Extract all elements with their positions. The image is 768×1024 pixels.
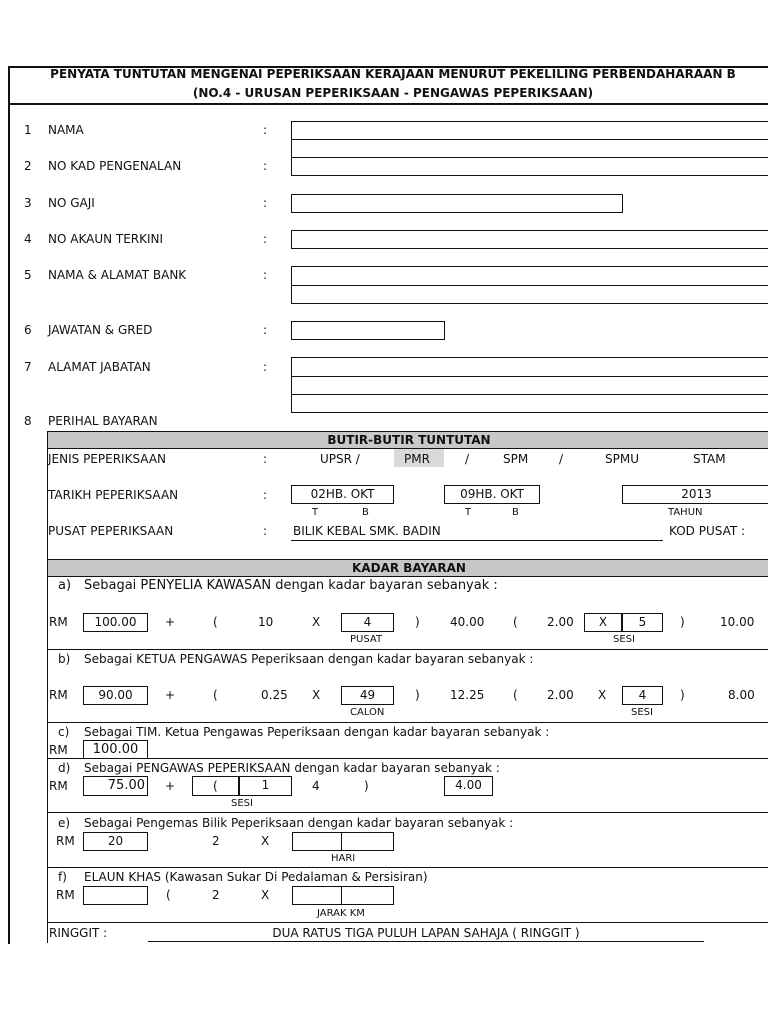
colon: : [263, 524, 268, 538]
caption-sesi: SESI [631, 707, 653, 718]
item-a-text: Sebagai PENYELIA KAWASAN dengan kadar bayaran sebanyak : [84, 578, 498, 593]
exam-slash: / [559, 452, 564, 466]
alamat-divider-1 [291, 376, 768, 377]
label-no-akaun: NO AKAUN TERKINI [48, 232, 164, 246]
alamat-jabatan-input[interactable] [291, 357, 768, 413]
nama-input-divider [291, 139, 768, 140]
rm-label: RM [49, 688, 68, 702]
open-paren: ( [213, 779, 218, 793]
exam-spm[interactable]: SPM [503, 452, 529, 466]
label-jenis-peperiksaan: JENIS PEPERIKSAAN [48, 452, 167, 466]
label-pusat-peperiksaan: PUSAT PEPERIKSAAN [48, 524, 174, 538]
b-subtotal-1: 12.25 [450, 688, 485, 702]
label-alamat-jabatan: ALAMAT JABATAN [48, 360, 151, 374]
label-tarikh-peperiksaan: TARIKH PEPERIKSAAN [48, 488, 179, 502]
d-total[interactable]: 4.00 [444, 776, 493, 796]
rm-label: RM [49, 615, 68, 629]
exam-spmu[interactable]: SPMU [605, 452, 639, 466]
caption-b: B [362, 507, 369, 518]
row-divider [47, 867, 768, 868]
ringgit-value: DUA RATUS TIGA PULUH LAPAN SAHAJA ( RINGGIT ) [272, 926, 580, 940]
colon: : [263, 360, 268, 374]
exam-slash: / [465, 452, 470, 466]
f-multiplier: 2 [212, 888, 220, 902]
a-sesi-count[interactable]: 5 [622, 613, 663, 632]
caption-tahun: TAHUN [668, 507, 703, 518]
rm-label: RM [49, 743, 68, 757]
open-paren: ( [166, 888, 171, 902]
item-d-label: d) [58, 761, 71, 775]
colon: : [263, 196, 268, 210]
d-sesi-count[interactable]: 1 [239, 776, 292, 796]
close-paren: ) [415, 615, 420, 629]
e-box-divider [341, 832, 342, 851]
colon: : [263, 452, 268, 466]
year-field[interactable]: 2013 [622, 485, 768, 504]
c-base-rate[interactable]: 100.00 [83, 740, 148, 759]
alamat-divider-2 [291, 394, 768, 395]
field-num-2: 2 [24, 159, 32, 173]
field-num-8: 8 [24, 414, 32, 428]
label-nama: NAMA [48, 123, 84, 137]
times-sign: X [598, 688, 607, 702]
rm-label: RM [49, 779, 68, 793]
close-paren: ) [415, 688, 420, 702]
item-f-label: f) [58, 870, 67, 884]
item-e-label: e) [58, 816, 71, 830]
e-hari-input[interactable] [292, 832, 394, 851]
open-paren: ( [513, 688, 518, 702]
pusat-value[interactable]: BILIK KEBAL SMK. BADIN [293, 524, 441, 538]
exam-pmr[interactable]: PMR [404, 452, 430, 466]
date-to-field[interactable]: 09HB. OKT [444, 485, 540, 504]
caption-t: T [312, 507, 319, 518]
kod-pusat-label: KOD PUSAT : [669, 524, 746, 538]
a-pusat-count[interactable]: 4 [341, 613, 394, 632]
colon: : [263, 323, 268, 337]
caption-sesi: SESI [613, 634, 635, 645]
form-subtitle: (NO.4 - URUSAN PEPERIKSAAN - PENGAWAS PEPERIKSAAN) [192, 86, 594, 100]
item-c-text: Sebagai TIM. Ketua Pengawas Peperiksaan dengan kadar bayaran sebanyak : [84, 725, 550, 739]
label-perihal-bayaran: PERIHAL BAYARAN [48, 414, 158, 428]
rm-label: RM [56, 888, 75, 902]
times-sign: X [261, 834, 270, 848]
field-num-6: 6 [24, 323, 32, 337]
open-paren: ( [213, 688, 218, 702]
b-calon-count[interactable]: 49 [341, 686, 394, 705]
row-divider [47, 922, 768, 923]
caption-calon: CALON [350, 707, 385, 718]
ringgit-underline [148, 941, 704, 942]
caption-sesi: SESI [231, 798, 253, 809]
a-days: 10 [258, 615, 274, 629]
label-no-kad-pengenalan: NO KAD PENGENALAN [48, 159, 182, 173]
plus-sign: + [165, 779, 176, 793]
close-paren: ) [680, 615, 685, 629]
plus-sign: + [165, 688, 176, 702]
colon: : [263, 488, 268, 502]
exam-upsr[interactable]: UPSR / [320, 452, 360, 466]
no-gaji-input[interactable] [291, 194, 623, 213]
no-akaun-input[interactable] [291, 230, 768, 249]
f-rate-input[interactable] [83, 886, 148, 905]
field-num-3: 3 [24, 196, 32, 210]
rm-label: RM [56, 834, 75, 848]
f-box-divider [341, 886, 342, 905]
d-base-rate[interactable]: 75.00 [83, 776, 148, 796]
plus-sign: + [165, 615, 176, 629]
colon: : [263, 232, 268, 246]
field-num-5: 5 [24, 268, 32, 282]
exam-stam[interactable]: STAM [693, 452, 726, 466]
item-a-label: a) [58, 578, 72, 593]
item-c-label: c) [58, 725, 70, 739]
item-f-text: ELAUN KHAS (Kawasan Sukar Di Pedalaman & Persisiran) [84, 870, 428, 884]
times-sign: X [312, 615, 321, 629]
a-subtotal-2: 10.00 [720, 615, 755, 629]
b-base-rate[interactable]: 90.00 [83, 686, 148, 705]
b-calon-rate: 0.25 [261, 688, 288, 702]
times-sign: X [261, 888, 270, 902]
item-b-text: Sebagai KETUA PENGAWAS Peperiksaan dengan kadar bayaran sebanyak : [84, 652, 534, 666]
item-b-label: b) [58, 652, 71, 666]
field-num-1: 1 [24, 123, 32, 137]
caption-b: B [512, 507, 519, 518]
row-divider [47, 812, 768, 813]
a-sesi-x: X [584, 613, 622, 632]
e-multiplier: 2 [212, 834, 220, 848]
row-divider [47, 758, 768, 759]
colon: : [263, 268, 268, 282]
b-sesi-rate: 2.00 [547, 688, 574, 702]
jawatan-input[interactable] [291, 321, 445, 340]
form-title: PENYATA TUNTUTAN MENGENAI PEPERIKSAAN KERAJAAN MENURUT PEKELILING PERBENDAHARAAN B [50, 67, 736, 81]
a-base-rate[interactable]: 100.00 [83, 613, 148, 632]
ringgit-label: RINGGIT : [49, 926, 108, 940]
a-sesi-rate: 2.00 [547, 615, 574, 629]
colon: : [263, 159, 268, 173]
open-paren: ( [213, 615, 218, 629]
row-divider [47, 649, 768, 650]
item-d-text: Sebagai PENGAWAS PEPERIKSAAN dengan kadar bayaran sebanyak : [84, 761, 500, 775]
field-num-4: 4 [24, 232, 32, 246]
d-rate: 4 [312, 779, 320, 793]
item-e-text: Sebagai Pengemas Bilik Peperiksaan dengan kadar bayaran sebanyak : [84, 816, 514, 830]
header-divider [8, 103, 768, 105]
label-no-gaji: NO GAJI [48, 196, 95, 210]
bank-input-divider [291, 285, 768, 286]
pusat-underline [291, 540, 663, 541]
caption-pusat: PUSAT [350, 634, 383, 645]
colon: : [263, 123, 268, 137]
butir-heading: BUTIR-BUTIR TUNTUTAN [47, 431, 768, 449]
caption-hari: HARI [331, 853, 356, 864]
kadar-heading: KADAR BAYARAN [47, 559, 768, 577]
caption-t: T [465, 507, 472, 518]
row-divider [47, 722, 768, 723]
label-jawatan-gred: JAWATAN & GRED [48, 323, 153, 337]
open-paren: ( [513, 615, 518, 629]
e-base-rate[interactable]: 20 [83, 832, 148, 851]
label-nama-alamat-bank: NAMA & ALAMAT BANK [48, 268, 187, 282]
no-kad-input[interactable] [291, 157, 768, 176]
b-sesi-count[interactable]: 4 [622, 686, 663, 705]
a-subtotal-1: 40.00 [450, 615, 485, 629]
date-from-field[interactable]: 02HB. OKT [291, 485, 394, 504]
close-paren: ) [364, 779, 369, 793]
field-num-7: 7 [24, 360, 32, 374]
b-subtotal-2: 8.00 [728, 688, 755, 702]
times-sign: X [312, 688, 321, 702]
caption-jarak-km: JARAK KM [317, 908, 365, 919]
close-paren: ) [680, 688, 685, 702]
f-jarak-input[interactable] [292, 886, 394, 905]
